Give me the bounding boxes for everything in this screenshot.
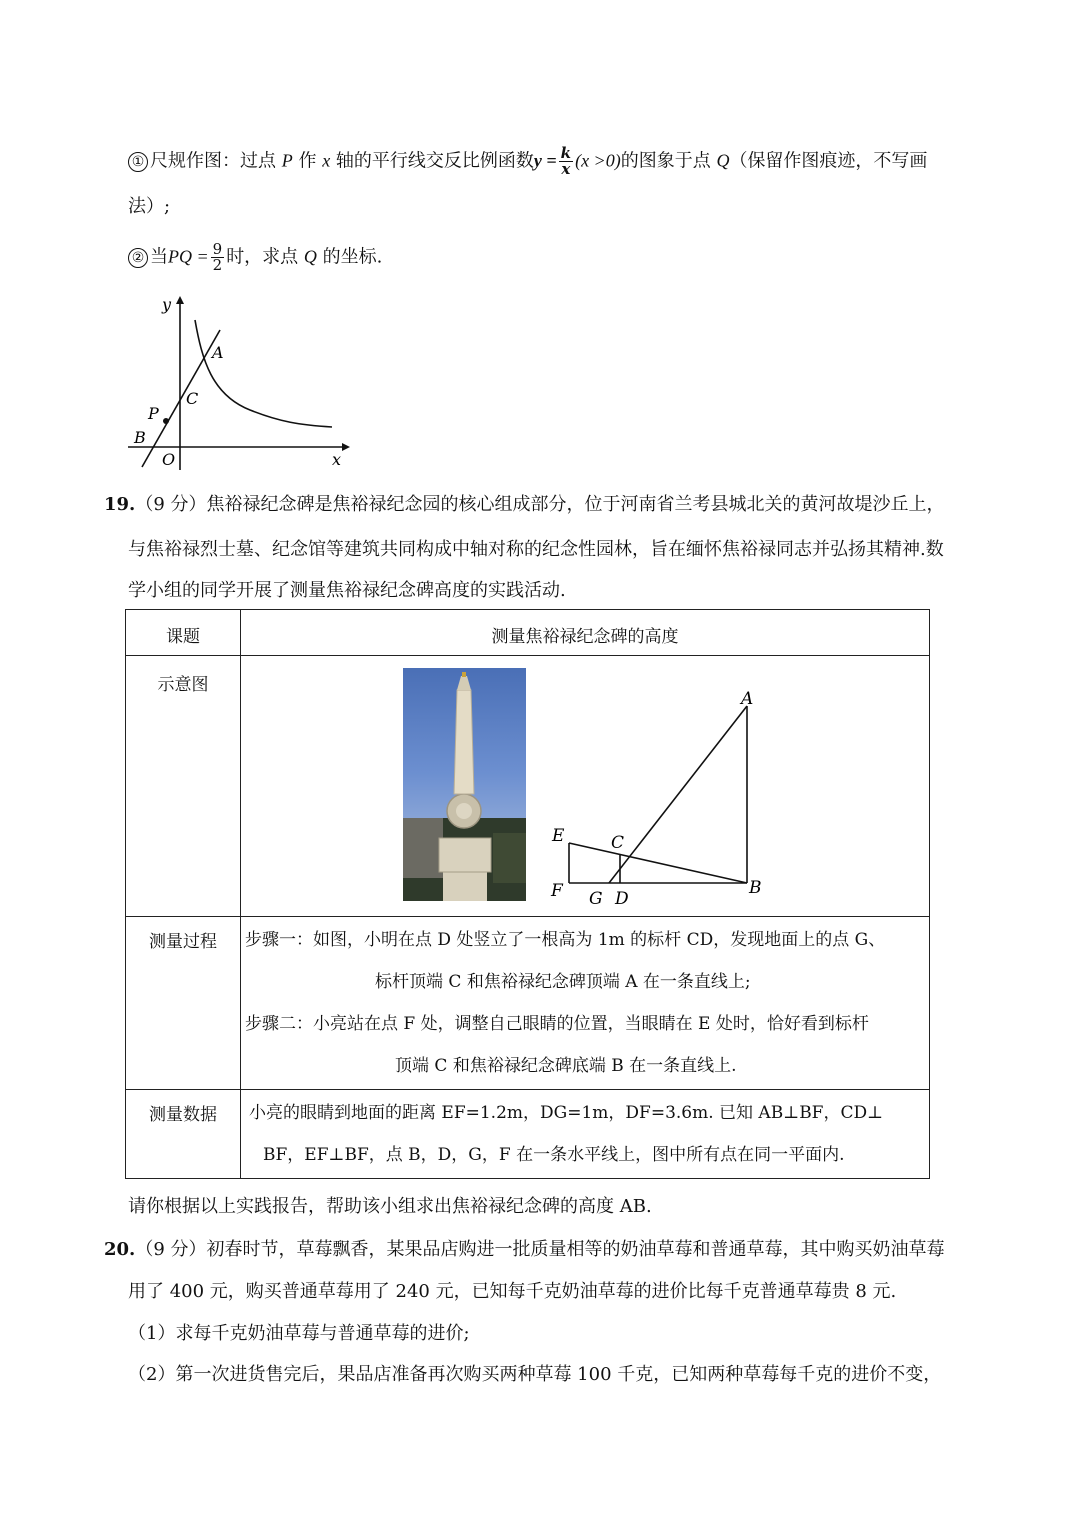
q20-line1: 20.（9 分）初春时节，草莓飘香，某果品店购进一批质量相等的奶油草莓和普通草莓，其中购买奶油草莓 xyxy=(104,1239,945,1260)
step1-line-b: 标杆顶端 C 和焦裕禄纪念碑顶端 A 在一条直线上; xyxy=(375,972,751,992)
label-a: A xyxy=(741,689,754,709)
q19-question: 请你根据以上实践报告，帮助该小组求出焦裕禄纪念碑的高度 AB. xyxy=(128,1196,652,1217)
q18-function-graph xyxy=(120,290,350,475)
table-row xyxy=(126,656,930,917)
y-axis-arrow xyxy=(176,296,184,304)
label-x: x xyxy=(332,450,342,469)
q18-item1-line: ① 尺规作图：过点 P 作 x 轴的平行线交反比例函数y = $\frac{k}{x}$ (x >0)的图象于点 Q（保留作图痕迹，不写画 xyxy=(128,146,927,177)
q20-number: 20. xyxy=(104,1239,136,1260)
line-ecb xyxy=(569,843,747,883)
point-p xyxy=(163,418,169,424)
table-row xyxy=(126,610,930,656)
topic-label: 课题 xyxy=(126,610,241,656)
diagram-label: 示意图 xyxy=(126,656,241,917)
label-f: F xyxy=(551,881,563,901)
q19-number: 19. xyxy=(104,494,136,515)
monument-photo xyxy=(403,668,526,901)
label-e: E xyxy=(552,826,565,846)
label-g: G xyxy=(589,889,603,909)
q19-line1: 19.（9 分）焦裕禄纪念碑是焦裕禄纪念园的核心组成部分，位于河南省兰考县城北关的黄河故堤沙丘上， xyxy=(104,494,945,515)
label-b: B xyxy=(749,878,762,898)
q20-line2: 用了 400 元，购买普通草莓用了 240 元，已知每千克奶油草莓的进价比每千克普通草莓贵 8 元. xyxy=(128,1281,897,1302)
fraction-9-over-2: $\frac{9}{2}$ xyxy=(212,240,223,274)
data-cell xyxy=(241,1090,930,1179)
label-c: C xyxy=(186,389,199,408)
q18-item1-cont: 法）; xyxy=(128,196,171,217)
step1-line-a: 步骤一：如图，小明在点 D 处竖立了一根高为 1m 的标杆 CD，发现地面上的点 G、 xyxy=(245,930,886,950)
hyperbola-curve xyxy=(195,320,332,427)
topic-value: 测量焦裕禄纪念碑的高度 xyxy=(241,610,930,656)
process-cell xyxy=(241,917,930,1090)
process-label: 测量过程 xyxy=(126,917,241,1090)
table-row xyxy=(126,917,930,1090)
item1-marker: ① xyxy=(128,152,148,172)
step2-line-a: 步骤二：小亮站在点 F 处，调整自己眼睛的位置，当眼睛在 E 处时，恰好看到标杆 xyxy=(245,1014,869,1034)
q20-part2: （2）第一次进货售完后，果品店准备再次购买两种草莓 100 千克，已知两种草莓每千克的进价不变， xyxy=(128,1364,942,1385)
fraction-k-over-x: $\frac{k}{x}$ xyxy=(560,144,572,178)
x-axis-arrow xyxy=(342,443,350,451)
data-line-b: BF，EF⊥BF，点 B，D，G，F 在一条水平线上，图中所有点在同一平面内. xyxy=(263,1145,845,1165)
item2-marker: ② xyxy=(128,248,148,268)
q20-part1: （1）求每千克奶油草莓与普通草莓的进价; xyxy=(128,1323,470,1344)
table-row xyxy=(126,1090,930,1179)
label-b: B xyxy=(134,428,146,447)
label-d: D xyxy=(615,889,629,909)
label-y: y xyxy=(162,295,172,314)
q18-item2-line: ② 当PQ = $\frac{9}{2}$ 时，求点 Q 的坐标. xyxy=(128,242,382,273)
step2-line-b: 顶端 C 和焦裕禄纪念碑底端 B 在一条直线上. xyxy=(395,1056,737,1076)
monument-illustration xyxy=(403,668,526,901)
line-gca xyxy=(609,706,747,883)
label-a: A xyxy=(212,343,224,362)
label-c: C xyxy=(611,833,625,853)
label-p: P xyxy=(148,404,159,423)
data-label: 测量数据 xyxy=(126,1090,241,1179)
q19-line2: 与焦裕禄烈士墓、纪念馆等建筑共同构成中轴对称的纪念性园林，旨在缅怀焦裕禄同志并弘扬其精神.数 xyxy=(128,539,944,560)
practice-report-table xyxy=(125,609,930,1179)
measurement-diagram xyxy=(545,688,770,910)
label-o: O xyxy=(162,450,176,469)
data-line-a: 小亮的眼睛到地面的距离 EF=1.2m，DG=1m，DF=3.6m. 已知 AB⊥BF，CD⊥ xyxy=(249,1103,884,1123)
q19-line3: 学小组的同学开展了测量焦裕禄纪念碑高度的实践活动. xyxy=(128,580,566,601)
